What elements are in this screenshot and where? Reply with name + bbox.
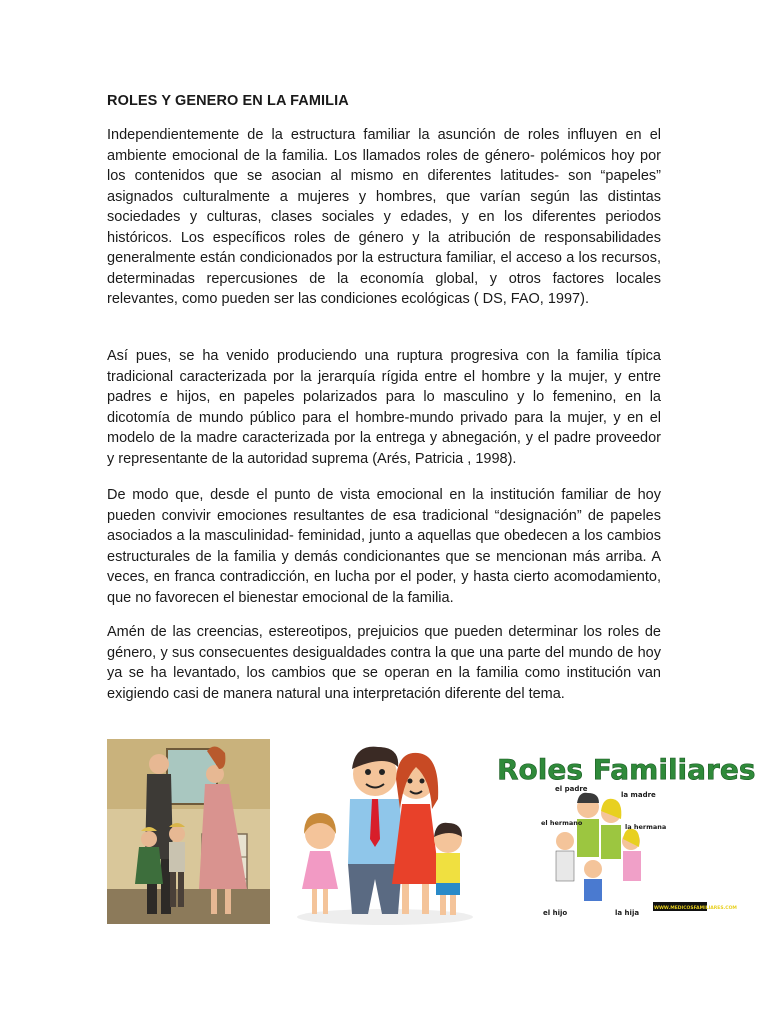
label-hijo: el hijo <box>543 909 568 917</box>
paragraph-4: Amén de las creencias, estereotipos, prejuicios que pueden determinar los roles de género, y sus consecuentes desigualdades contra la que una parte del mundo de hoy ya se ha levantado, los cambios que se operan en la familia como institución van exigiendo casi de manera natural una interpretación diferente del tema. <box>107 624 661 702</box>
paragraph-2: Así pues, se ha venido produciendo una ruptura progresiva con la familia típica tradicional caracterizada por la jerarquía rígida entre el hombre y la mujer, y entre padres e hijos, en papeles polarizados para lo masculino y lo femenino, en la dicotomía de mundo público para el hombre-mundo privado para la mujer, y en el modelo de la madre caracterizada por la entrega y abnegación, y el padre proveedor y representante de la autoridad suprema (Arés, Patricia , 1998). <box>107 348 661 467</box>
paragraph-3: De modo que, desde el punto de vista emocional en la institución familiar de hoy pueden convivir emociones resultantes de esa tradicional “designación” de papeles asociados a la masculinidad- feminidad, junto a aquellas que obedecen a los cambios estructurales de la familia y demás condicionantes que se mencionan más arriba. A veces, en franca contradicción, en lucha por el poder, y hasta cierto acomodamiento, que no favorecen el bienestar emocional de la familia. <box>107 487 661 606</box>
label-hermana: la hermana <box>625 823 667 831</box>
label-hermano: el hermano <box>541 819 583 827</box>
website-label: WWW.MEDICOSFAMILIARES.COM <box>654 906 737 911</box>
cartoon-family-illustration <box>290 739 480 926</box>
document-title: ROLES Y GENERO EN LA FAMILIA <box>107 93 349 109</box>
paragraph-1: Independientemente de la estructura familiar la asunción de roles influyen en el ambiente emocional de la familia. Los llamados roles de género- polémicos hoy por los contenidos que se asocian al mismo en diferentes latitudes- son “papeles” asignados culturalmente a mujeres y hombres, que varían según las distintas sociedades y culturas, clases sociales y edades, y en los diferentes periodos históricos. Los específicos roles de género y la atribución de responsabilidades generalmente están condicionados por la estructura familiar, el acceso a los recursos, determinadas repercusiones de la economía global, y otros factores locales relevantes, como pueden ser las condiciones ecológicas ( DS, FAO, 1997). <box>107 127 661 307</box>
roles-familiares-illustration <box>493 739 756 919</box>
roles-familiares-heading: Roles Familiares <box>497 753 756 786</box>
label-padre: el padre <box>555 785 588 793</box>
label-hija: la hija <box>615 909 640 917</box>
label-madre: la madre <box>621 791 656 799</box>
vintage-family-illustration <box>107 739 270 924</box>
